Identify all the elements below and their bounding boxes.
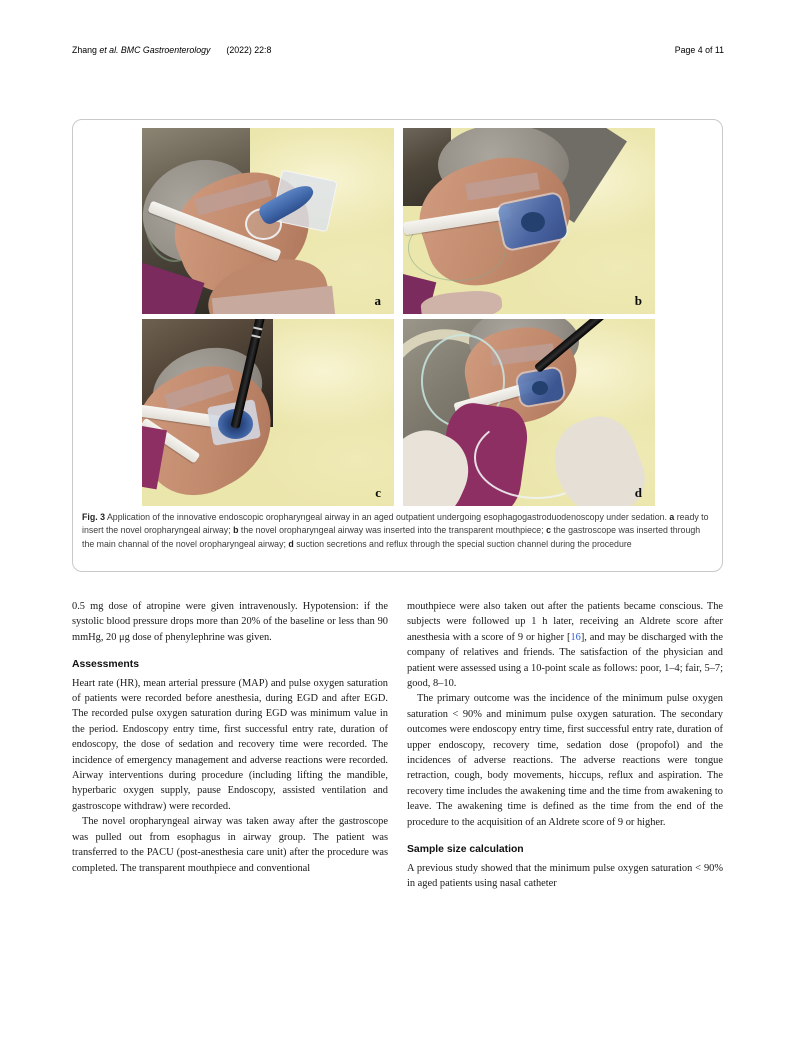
paragraph-sample-size: A previous study showed that the minimum pulse oxygen saturation < 90% in aged patients using nasal catheter [407, 862, 723, 889]
caption-text-c: the gastroscope was inserted through the main channal of the novel oropharyngeal airway; [82, 525, 701, 549]
caption-text-d: suction secretions and reflux through the special suction channel during the procedure [293, 538, 632, 549]
section-heading-assessments: Assessments [72, 659, 140, 671]
caption-key-c: c [546, 525, 551, 536]
reference-16-link[interactable]: 16 [570, 631, 581, 643]
photo-label-d: d [634, 485, 642, 500]
caption-text-a: ready to insert the novel oropharyngeal airway; [82, 512, 709, 536]
body-left-column [72, 599, 388, 876]
caption-intro: Application of the innovative endoscopic oropharyngeal airway in an aged outpatient undergoing esophagogastroduodenoscopy under sedation. [104, 512, 670, 522]
paragraph-airway-removal: The novel oropharyngeal airway was taken away after the gastroscope was pulled out from esophagus in airway group. The patient was transferred to the PACU (post-anesthesia care unit) after the procedure was completed. The transparent mouthpiece and conventional [72, 816, 388, 874]
photo-label-b: b [634, 293, 642, 308]
journal-name: et al. BMC Gastroenterology [99, 45, 211, 55]
citation-info: (2022) 22:8 [226, 45, 272, 55]
followup-text-after: ], and may be discharged with the company of relatives and friends. The satisfaction of the physician and patient were assessed using a 10-point scale as follows: poor, 1–4; fair, 5–7; good, 8–10. [407, 631, 723, 690]
photo-label-a: a [374, 293, 381, 308]
paragraph-outcomes: The primary outcome was the incidence of the minimum pulse oxygen saturation < 90% and minimum pulse oxygen saturation. The secondary outcomes were endoscopy entry time, first successful entry rate, duration of upper endoscopy, recovery time, sedation dose (propofol) and the incidences of adverse reactions. The adverse reactions were tongue retraction, cough, body movements, hiccups, reflux and aspiration. The recovery time includes the awakening time and the time from awakening to leave. The awakening time is defined as the time from the end of the procedure to the acquisition of an Aldrete score of 9 or higher. [407, 693, 723, 828]
paragraph-assessments: Heart rate (HR), mean arterial pressure (MAP) and pulse oxygen saturation of patients were recorded before anesthesia, during EGD and after EGD. The recorded pulse oxygen saturation during EGD was minimum value in the period. Endoscopy entry time, first successful entry rate, duration of endoscopy, the dose of sedation and recovery time were recorded. The incidence of emergency management and adverse reactions were recorded. Airway interventions during procedure (including lifting the mandible, hyperbaric oxygen supply, pause Endoscopy, assisted ventilation and gastroscope withdraw) were recorded. [72, 677, 388, 812]
scope-marking [253, 326, 262, 330]
page-number: Page 4 of 11 [674, 45, 724, 55]
figure-photo-c [142, 319, 394, 506]
caption-key-d: d [288, 538, 294, 549]
page-header [72, 45, 724, 55]
caption-key-b: b [233, 525, 239, 536]
running-title: Zhang et al. BMC Gastroenterology (2022) 22:8 [72, 45, 272, 55]
followup-text-before: mouthpiece were also taken out after the patients became conscious. The subjects were followed up 1 h later, receiving an Aldrete score after anesthesia with a score of 9 or higher [ [407, 601, 723, 643]
figure-photo-grid [142, 128, 655, 506]
caption-key-a: a [669, 512, 675, 522]
paragraph-atropine: 0.5 mg dose of atropine were given intravenously. Hypotension: if the systolic blood pressure drops more than 20% of the baseline or less than 90 mmHg, 20 μg dose of phenylephrine was given. [72, 601, 388, 643]
figure-3-panel [72, 119, 723, 572]
figure-photo-d [403, 319, 655, 506]
photo-label-c: c [375, 485, 381, 500]
scope-marking [251, 334, 260, 338]
caption-text-b: the novel oropharyngeal airway was inserted into the transparent mouthpiece; [238, 525, 547, 536]
section-heading-sample-size: Sample size calculation [407, 844, 524, 856]
figure-photo-b [403, 128, 655, 314]
figure-photo-a [142, 128, 394, 314]
body-right-column [407, 599, 723, 891]
figure-caption-label: Fig. 3 [82, 512, 105, 522]
figure-caption [82, 511, 713, 551]
paragraph-followup [407, 599, 723, 691]
airway-channel-opening [532, 381, 548, 395]
